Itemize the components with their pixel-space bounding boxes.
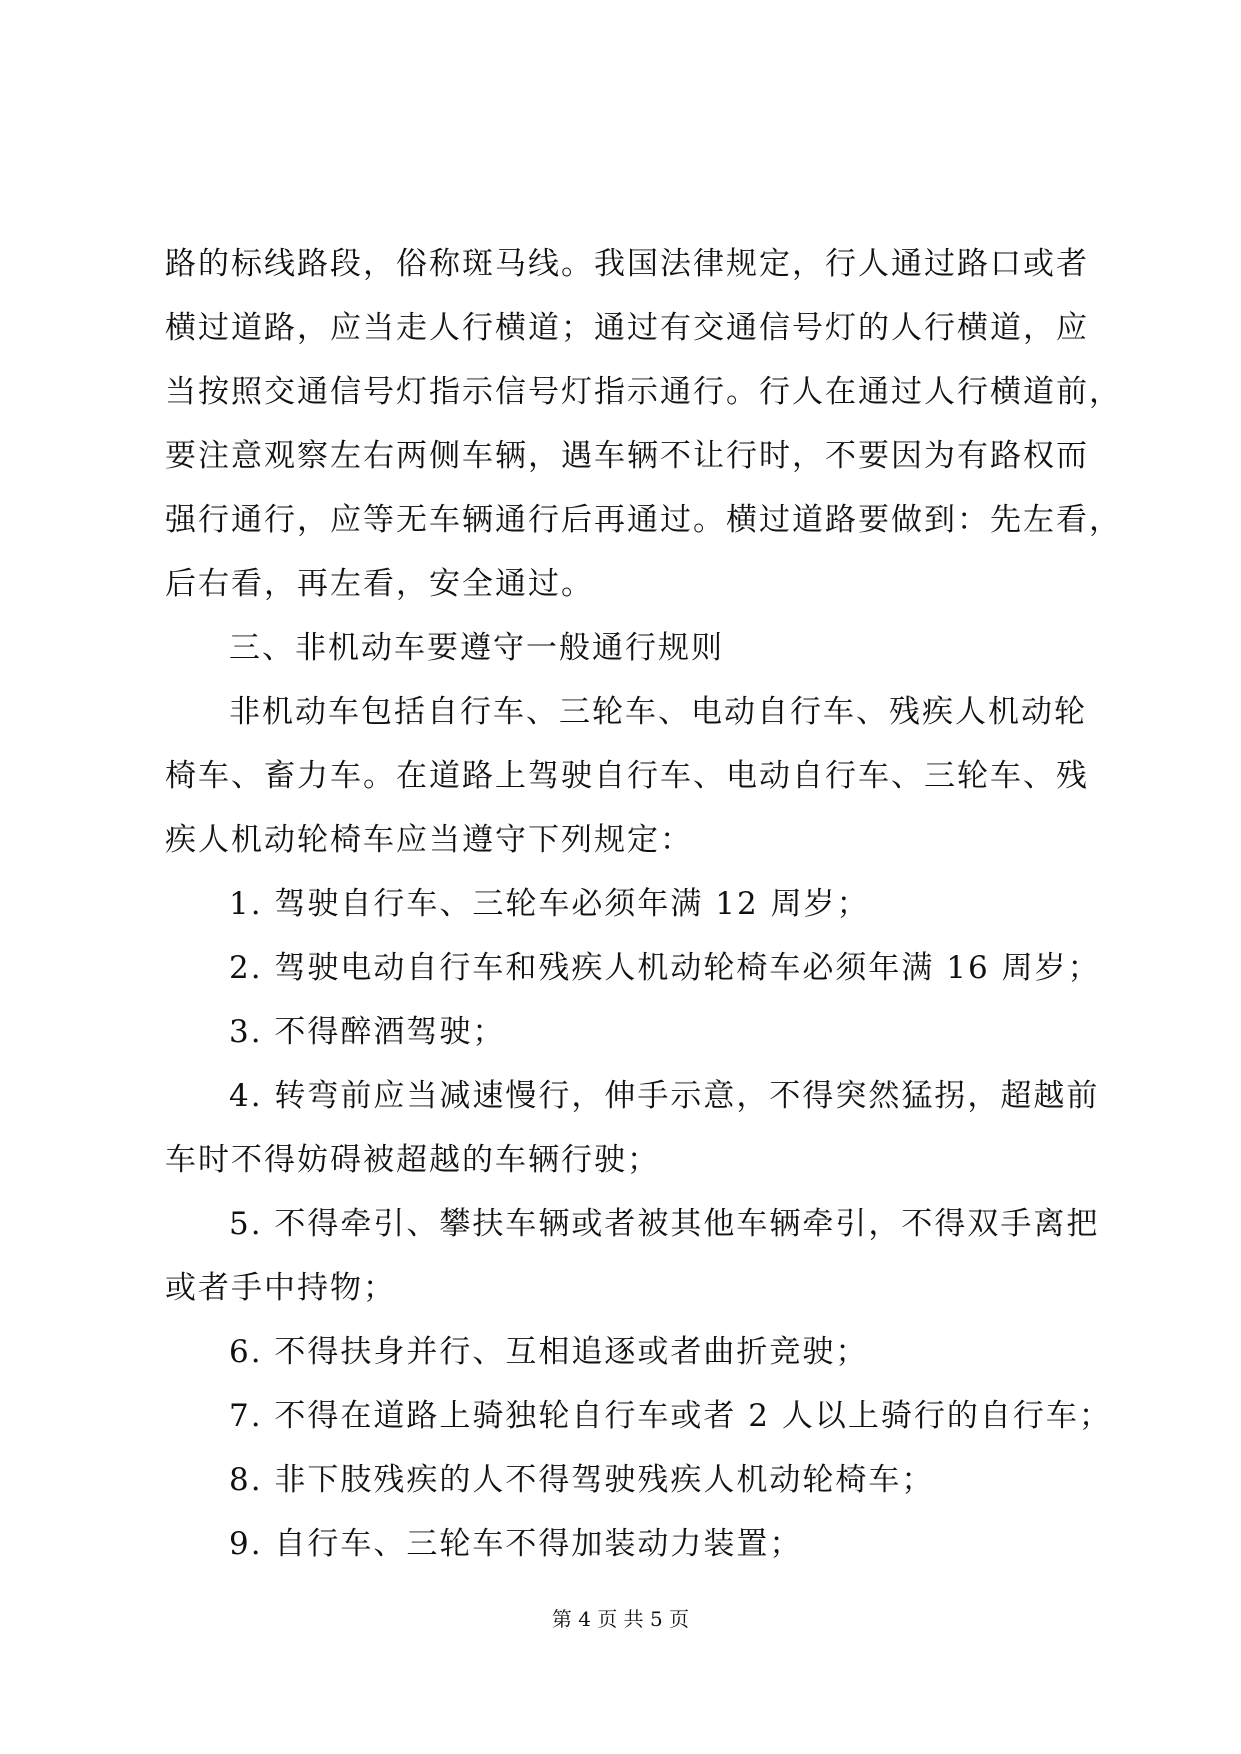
list-item: 6. 不得扶身并行、互相追逐或者曲折竞驶； xyxy=(229,1334,869,1370)
section-heading: 三、非机动车要遵守一般通行规则 xyxy=(229,630,724,666)
text-line: 或者手中持物； xyxy=(165,1270,396,1306)
list-item: 2. 驾驶电动自行车和残疾人机动轮椅车必须年满 16 周岁； xyxy=(229,950,1101,986)
list-item: 5. 不得牵引、攀扶车辆或者被其他车辆牵引，不得双手离把 xyxy=(229,1206,1100,1242)
list-item: 9. 自行车、三轮车不得加装动力装置； xyxy=(229,1526,803,1562)
text-line: 强行通行，应等无车辆通行后再通过。横过道路要做到：先左看， xyxy=(165,502,1122,538)
text-line: 横过道路，应当走人行横道；通过有交通信号灯的人行横道，应 xyxy=(165,310,1089,346)
text-line: 路的标线路段，俗称斑马线。我国法律规定，行人通过路口或者 xyxy=(165,246,1089,282)
list-item: 3. 不得醉酒驾驶； xyxy=(229,1014,506,1050)
text-line: 车时不得妨碍被超越的车辆行驶； xyxy=(165,1142,660,1178)
text-line: 后右看，再左看，安全通过。 xyxy=(165,566,594,602)
text-line: 当按照交通信号灯指示信号灯指示通行。行人在通过人行横道前， xyxy=(165,374,1122,410)
body-text xyxy=(165,232,1122,1576)
list-item: 1. 驾驶自行车、三轮车必须年满 12 周岁； xyxy=(229,886,870,922)
list-item: 4. 转弯前应当减速慢行，伸手示意，不得突然猛拐，超越前 xyxy=(229,1078,1100,1114)
list-item: 8. 非下肢残疾的人不得驾驶残疾人机动轮椅车； xyxy=(229,1462,935,1498)
text-line: 疾人机动轮椅车应当遵守下列规定： xyxy=(165,822,693,858)
text-line: 椅车、畜力车。在道路上驾驶自行车、电动自行车、三轮车、残 xyxy=(165,758,1089,794)
page-footer: 第 4 页 共 5 页 xyxy=(551,1607,690,1631)
text-line: 非机动车包括自行车、三轮车、电动自行车、残疾人机动轮 xyxy=(229,694,1087,730)
text-line: 要注意观察左右两侧车辆，遇车辆不让行时，不要因为有路权而 xyxy=(165,438,1089,474)
list-item: 7. 不得在道路上骑独轮自行车或者 2 人以上骑行的自行车； xyxy=(229,1398,1112,1434)
